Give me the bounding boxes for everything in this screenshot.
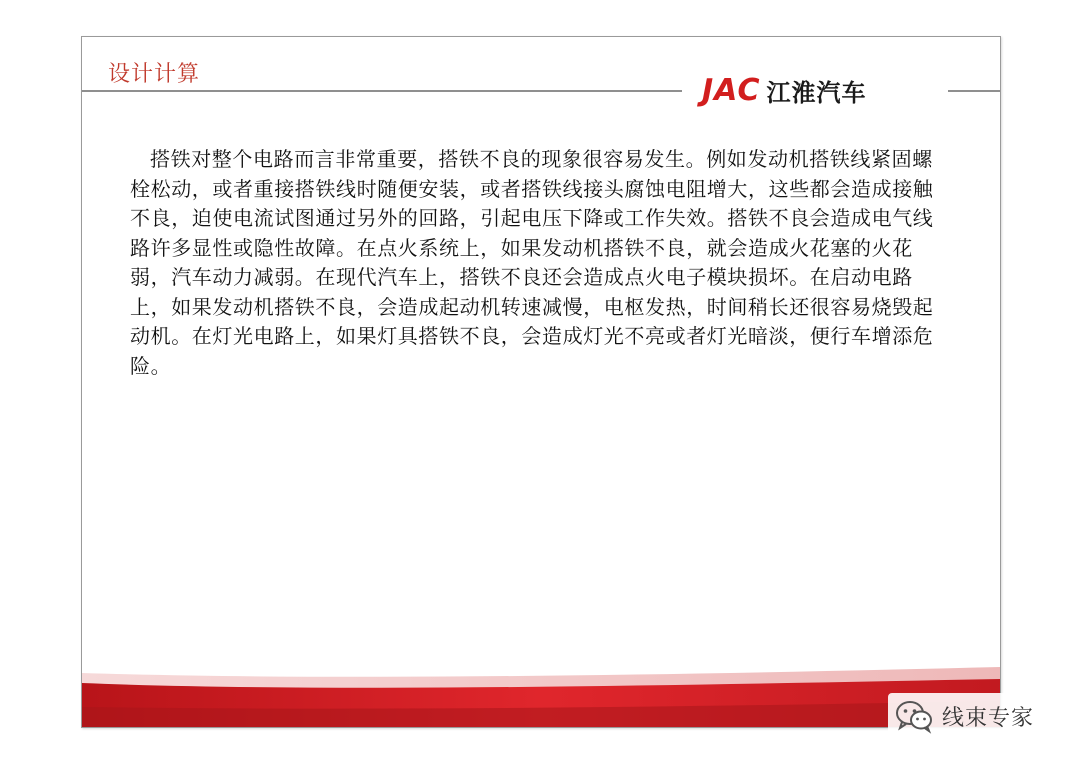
watermark-text: 线束专家 xyxy=(942,705,1035,731)
jac-logo xyxy=(702,73,866,107)
footer-decorative-band xyxy=(82,667,1000,727)
logo-chinese: 江淮汽车 xyxy=(766,78,867,107)
slide-title: 设计计算 xyxy=(108,62,201,87)
wechat-icon xyxy=(894,698,934,734)
header-rule-left xyxy=(82,90,682,92)
header-rule-right xyxy=(948,90,1000,92)
slide xyxy=(81,36,1001,728)
logo-latin: JAC xyxy=(702,72,761,108)
watermark xyxy=(888,693,1044,739)
body-paragraph: 搭铁对整个电路而言非常重要，搭铁不良的现象很容易发生。例如发动机搭铁线紧固螺栓松动，或者重接搭铁线时随便安装，或者搭铁线接头腐蚀电阻增大，这些都会造成接触不良，迫使电流试图通过另外的回路，引起电压下降或工作失效。搭铁不良会造成电气线路许多显性或隐性故障。在点火系统上，如果发动机搭铁不良，就会造成火花塞的火花弱，汽车动力减弱。在现代汽车上，搭铁不良还会造成点火电子模块损坏。在启动电路上，如果发动机搭铁不良，会造成起动机转速减慢，电枢发热，时间稍长还很容易烧毁起动机。在灯光电路上，如果灯具搭铁不良，会造成灯光不亮或者灯光暗淡，便行车增添危险。 xyxy=(130,147,934,378)
